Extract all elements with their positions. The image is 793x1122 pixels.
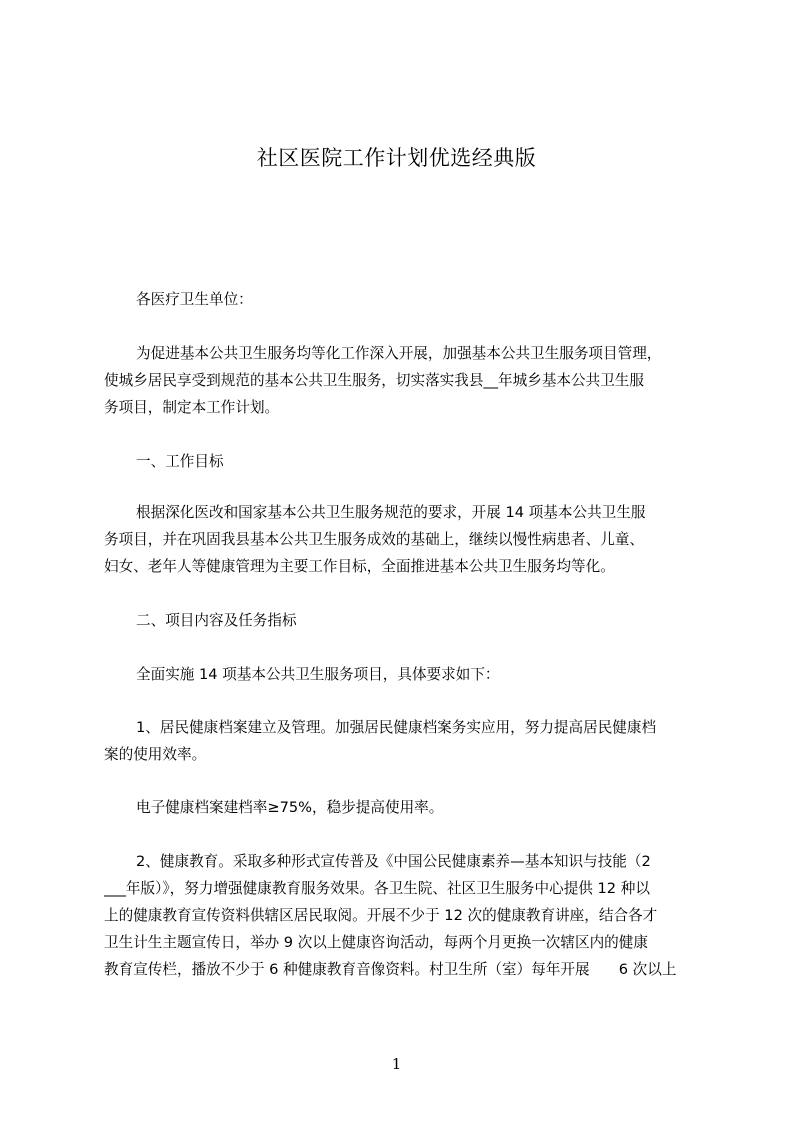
paragraph-line: 务项目，并在巩固我县基本公共卫生服务成效的基础上，继续以慢性病患者、儿童、 [104, 531, 644, 548]
salutation [104, 286, 710, 313]
item1-paragraph [104, 714, 710, 768]
paragraph-line: 电子健康档案建档率≥75%，稳步提高使用率。 [136, 799, 444, 816]
salutation-line: 各医疗卫生单位： [136, 291, 253, 308]
section2-intro [104, 661, 710, 688]
page-number: 1 [391, 1055, 402, 1073]
paragraph-line: 根据深化医改和国家基本公共卫生服务规范的要求，开展 14 项基本公共卫生服 [136, 504, 646, 521]
paragraph-line: 使城乡居民享受到规范的基本公共卫生服务，切实落实我县__年城乡基本公共卫生服 [104, 372, 644, 389]
section1-paragraph [104, 499, 710, 580]
paragraph-line: 上的健康教育宣传资料供辖区居民取阅。开展不少于 12 次的健康教育讲座，结合各才 [104, 907, 658, 924]
paragraph-line: 卫生计生主题宣传日，举办 9 次以上健康咨询活动，每两个月更换一次辖区内的健康 [104, 934, 648, 951]
paragraph-line: 为促进基本公共卫生服务均等化工作深入开展，加强基本公共卫生服务项目管理， [136, 345, 662, 362]
paragraph-line: 2、健康教育。采取多种形式宣传普及《中国公民健康素养—基本知识与技能（2 [136, 853, 651, 870]
paragraph-line: 全面实施 14 项基本公共卫生服务项目，具体要求如下： [136, 666, 500, 683]
paragraph-line: 案的使用效率。 [104, 746, 207, 763]
paragraph-line: 务项目，制定本工作计划。 [104, 399, 280, 416]
intro-paragraph [104, 340, 710, 421]
document-title: 社区医院工作计划优选经典版 [256, 146, 537, 170]
section2-heading [104, 607, 710, 634]
heading-line: 一、工作目标 [136, 453, 224, 470]
paragraph-line: 妇女、老年人等健康管理为主要工作目标，全面推进基本公共卫生服务均等化。 [104, 558, 615, 575]
item2-paragraph [104, 848, 710, 983]
paragraph-line: 1、居民健康档案建立及管理。加强居民健康档案务实应用，努力提高居民健康档 [136, 719, 657, 736]
item1-metric [104, 794, 710, 821]
heading-line: 二、项目内容及任务指标 [136, 612, 297, 629]
paragraph-line: ___年版）》，努力增强健康教育服务效果。各卫生院、社区卫生服务中心提供 12 种以 [104, 880, 650, 897]
section1-heading [104, 448, 710, 475]
paragraph-line: 教育宣传栏，播放不少于 6 种健康教育音像资料。村卫生所（室）每年开展 6 次以上 [104, 961, 677, 978]
